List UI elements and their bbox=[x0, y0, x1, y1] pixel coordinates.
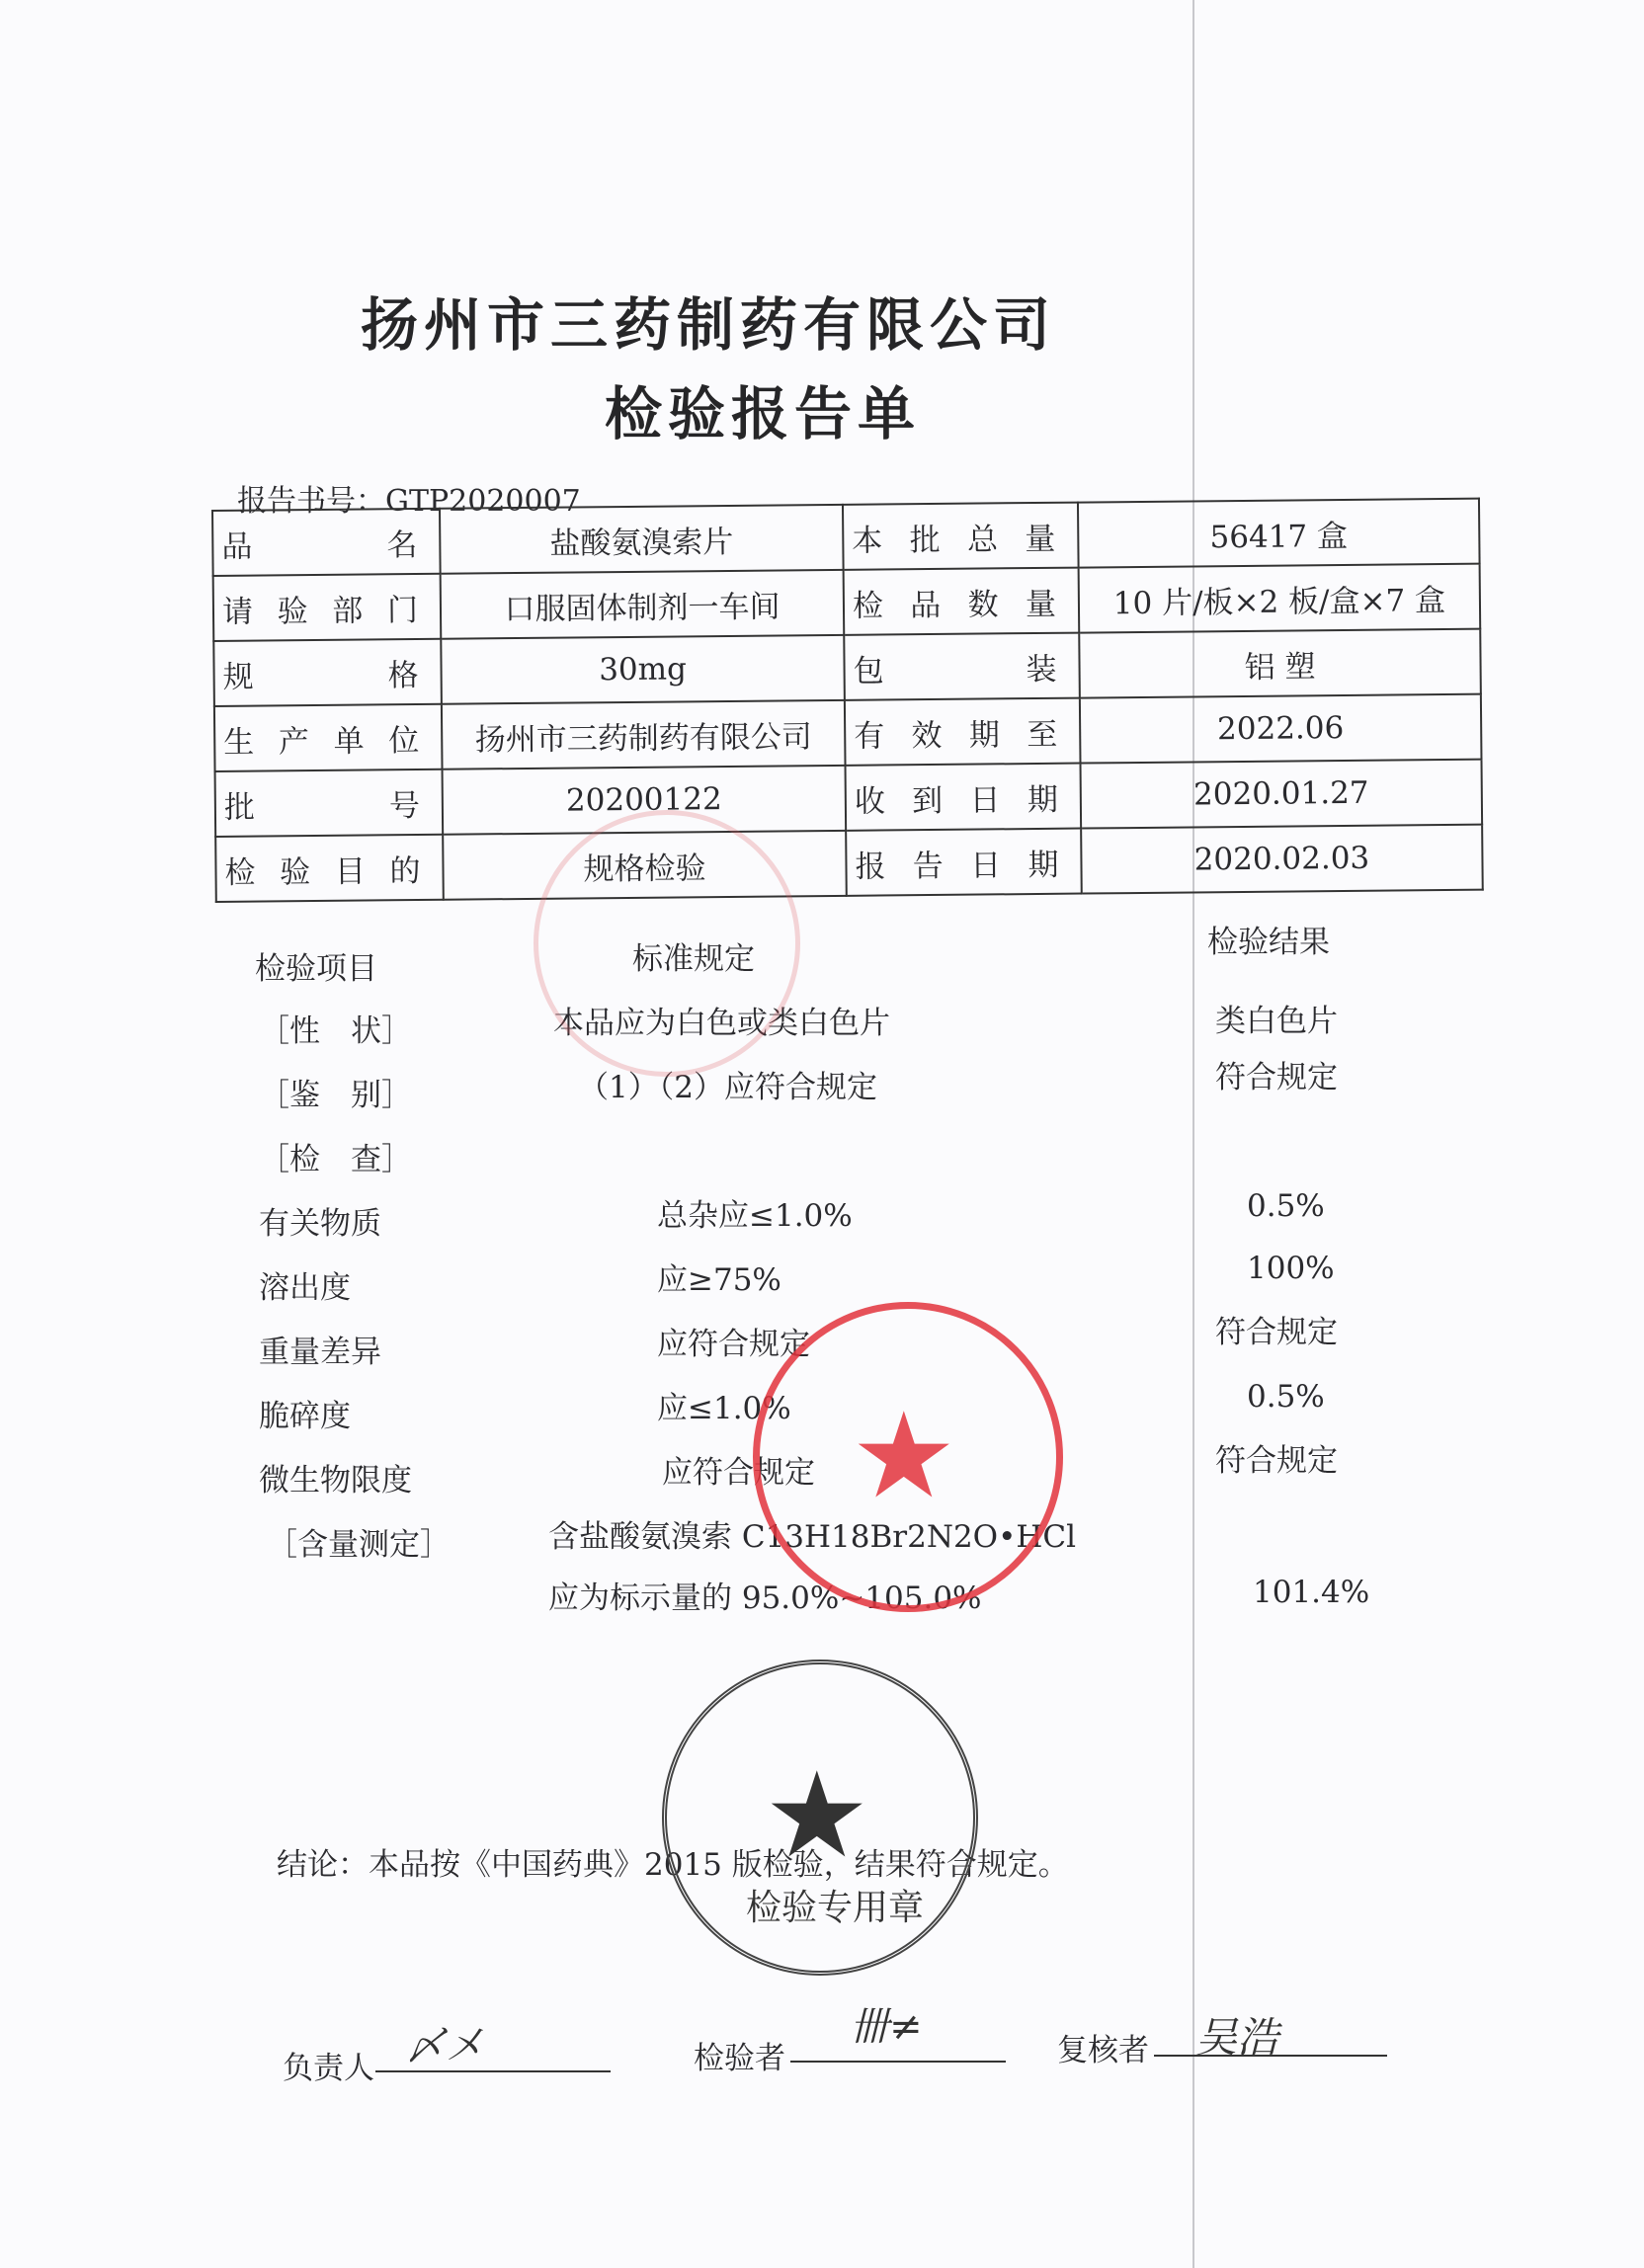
test-item: 溶出度 bbox=[259, 1270, 351, 1306]
seal-text: 检验专用章 bbox=[746, 1888, 925, 1928]
header-result: 检验结果 bbox=[1207, 925, 1330, 960]
test-standard: 应≥75% bbox=[657, 1262, 781, 1298]
field-label: 请验部门 bbox=[213, 574, 442, 641]
inspector-signature-line bbox=[790, 2061, 1006, 2063]
info-row bbox=[212, 499, 1480, 576]
report-number-value: GTP2020007 bbox=[385, 484, 581, 519]
field-label: 生产单位 bbox=[214, 704, 443, 771]
conclusion: 结论：本品按《中国药典》2015 版检验，结果符合规定。 bbox=[277, 1847, 1069, 1883]
field-value: 口服固体制剂一车间 bbox=[441, 570, 845, 639]
field-value: 扬州市三药制药有限公司 bbox=[442, 700, 846, 770]
test-standard: 本品应为白色或类白色片 bbox=[553, 1006, 890, 1041]
field-label: 有效期至 bbox=[845, 698, 1081, 766]
field-value: 30mg bbox=[441, 635, 845, 704]
info-table bbox=[211, 498, 1484, 903]
test-item: 重量差异 bbox=[259, 1335, 381, 1370]
company-inspection-seal bbox=[662, 1660, 978, 1976]
report-title: 检验报告单 bbox=[605, 380, 922, 447]
field-label: 规 格 bbox=[213, 639, 442, 706]
test-item: ［含量测定］ bbox=[267, 1527, 451, 1563]
field-label: 品 名 bbox=[212, 509, 441, 576]
test-result: 符合规定 bbox=[1215, 1060, 1338, 1095]
test-result: 0.5% bbox=[1247, 1188, 1325, 1224]
test-result: 100% bbox=[1247, 1251, 1335, 1286]
test-standard: 应≤1.0% bbox=[657, 1391, 791, 1426]
field-value: 2022.06 bbox=[1080, 694, 1482, 764]
test-item: 微生物限度 bbox=[259, 1463, 412, 1498]
test-result: 0.5% bbox=[1247, 1379, 1325, 1415]
red-seal-star-icon: ★ bbox=[851, 1388, 957, 1525]
inspector-signature: 卌≠ bbox=[850, 2004, 923, 2050]
info-row bbox=[213, 564, 1481, 641]
company-title: 扬州市三药制药有限公司 bbox=[361, 291, 1057, 359]
report-number-label: 报告书号： bbox=[237, 484, 385, 519]
header-item: 检验项目 bbox=[255, 951, 377, 987]
field-label: 检验目的 bbox=[215, 835, 444, 902]
field-value: 10 片/板×2 板/盒×7 盒 bbox=[1079, 564, 1481, 633]
test-item: ［性 状］ bbox=[259, 1013, 412, 1049]
test-standard: 含盐酸氨溴索 C13H18Br2N2O•HCl bbox=[548, 1519, 1077, 1555]
field-label: 报告日期 bbox=[846, 829, 1082, 896]
info-row bbox=[215, 825, 1483, 902]
test-standard: （1）（2）应符合规定 bbox=[578, 1070, 877, 1105]
field-value: 2020.02.03 bbox=[1081, 825, 1483, 894]
field-value: 2020.01.27 bbox=[1081, 760, 1483, 829]
test-result: 符合规定 bbox=[1215, 1443, 1338, 1479]
field-value: 20200122 bbox=[443, 766, 847, 835]
test-item: 脆碎度 bbox=[259, 1399, 351, 1434]
reviewer-label: 复核者 bbox=[1057, 2033, 1149, 2068]
responsible-signature: 〆㐅 bbox=[405, 2024, 484, 2069]
test-standard: 总杂应≤1.0% bbox=[657, 1198, 853, 1234]
test-standard: 应符合规定 bbox=[662, 1455, 815, 1491]
field-value: 铝 塑 bbox=[1079, 629, 1481, 698]
info-row bbox=[215, 760, 1483, 837]
inspector-label: 检验者 bbox=[694, 2041, 785, 2076]
field-label: 检品数量 bbox=[844, 568, 1080, 635]
test-standard: 应为标示量的 95.0%~105.0% bbox=[548, 1580, 982, 1616]
info-row bbox=[213, 629, 1481, 706]
info-row bbox=[214, 694, 1482, 771]
test-result: 101.4% bbox=[1253, 1575, 1370, 1610]
seal-star-icon: ★ bbox=[764, 1747, 870, 1885]
test-standard: 应符合规定 bbox=[657, 1327, 810, 1362]
reviewer-signature: 吴浩 bbox=[1195, 2013, 1279, 2062]
test-item: 有关物质 bbox=[259, 1206, 381, 1242]
faint-red-seal bbox=[534, 810, 800, 1077]
field-label: 收到日期 bbox=[846, 764, 1082, 831]
header-standard: 标准规定 bbox=[632, 941, 755, 977]
field-value: 56417 盒 bbox=[1078, 499, 1480, 568]
test-item: ［鉴 别］ bbox=[259, 1078, 412, 1113]
test-result: 类白色片 bbox=[1215, 1004, 1338, 1039]
paper-fold-line bbox=[1192, 0, 1194, 2268]
field-label: 包 装 bbox=[844, 633, 1080, 700]
field-value: 规格检验 bbox=[443, 831, 847, 900]
responsible-label: 负责人 bbox=[283, 2051, 374, 2086]
red-seal bbox=[753, 1302, 1063, 1612]
test-result: 符合规定 bbox=[1215, 1315, 1338, 1350]
test-item: ［检 查］ bbox=[259, 1142, 412, 1177]
field-label: 批 号 bbox=[215, 770, 444, 837]
field-label: 本批总量 bbox=[843, 503, 1079, 570]
field-value: 盐酸氨溴索片 bbox=[440, 505, 844, 574]
